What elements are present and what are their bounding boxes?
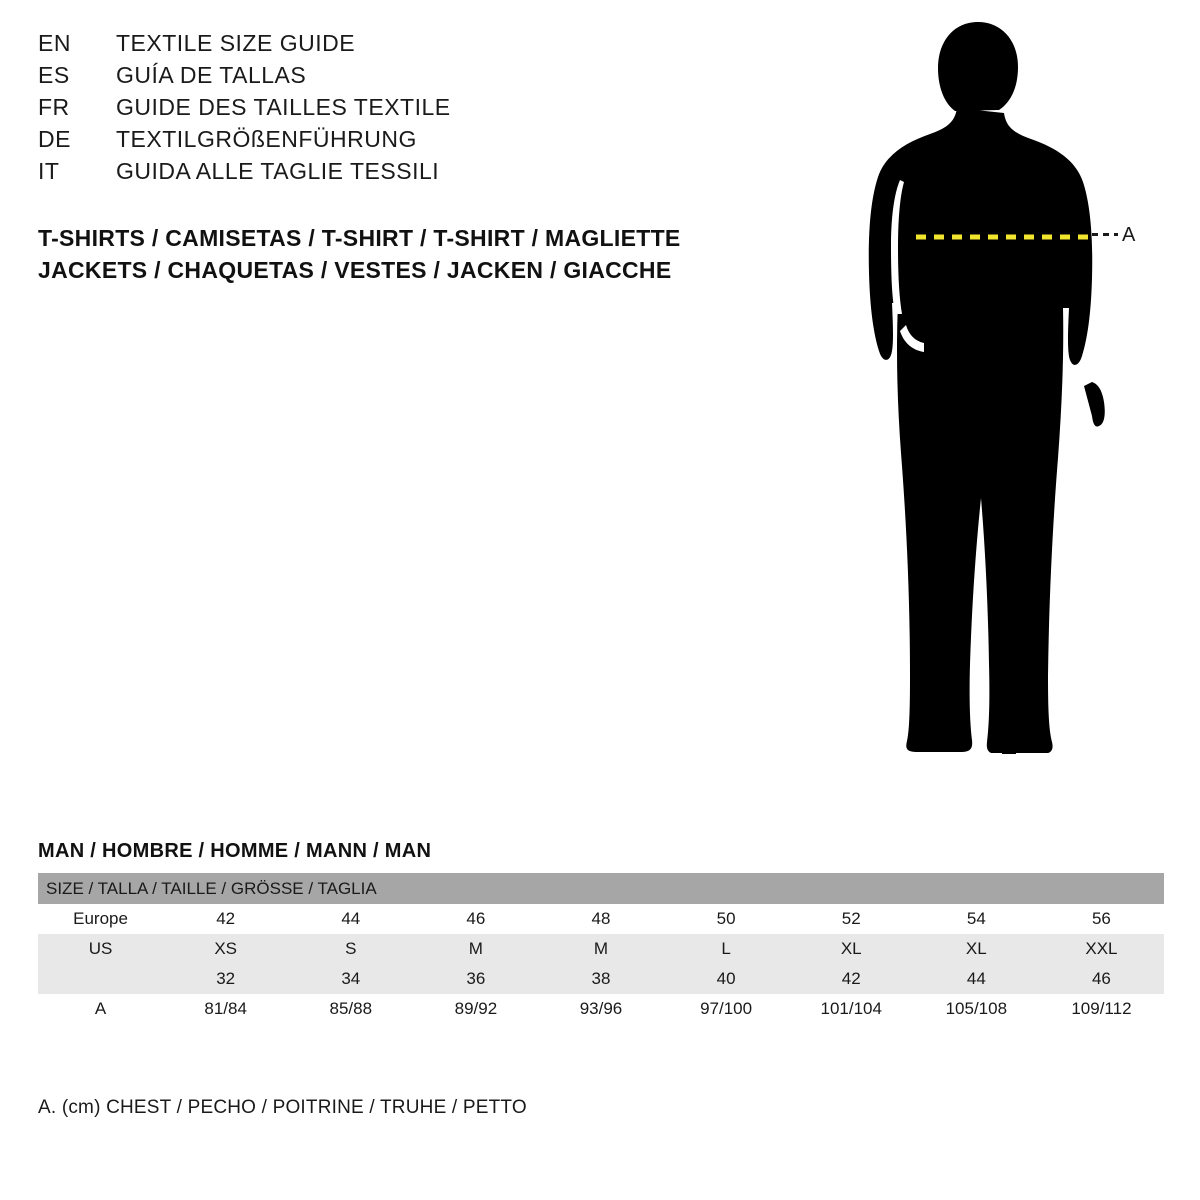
cell-europe-0: 42: [163, 904, 288, 934]
language-row-en: [38, 30, 758, 62]
cell-numeric-1: 34: [288, 964, 413, 994]
garment-line-tshirts: T-SHIRTS / CAMISETAS / T-SHIRT / T-SHIRT / MAGLIETTE: [38, 225, 681, 251]
cell-chest-7: 109/112: [1039, 994, 1164, 1024]
cell-europe-5: 52: [789, 904, 914, 934]
cell-numeric-4: 40: [664, 964, 789, 994]
male-silhouette-icon: [869, 22, 1116, 757]
cell-numeric-3: 38: [538, 964, 663, 994]
cell-us-0: XS: [163, 934, 288, 964]
body-silhouette-figure: [820, 10, 1180, 800]
cell-chest-3: 93/96: [538, 994, 663, 1024]
cell-europe-6: 54: [914, 904, 1039, 934]
cell-chest-5: 101/104: [789, 994, 914, 1024]
table-row-europe: [38, 904, 1164, 934]
language-code-de: DE: [38, 126, 71, 152]
garment-line-jackets: JACKETS / CHAQUETAS / VESTES / JACKEN / GIACCHE: [38, 257, 672, 283]
cell-us-4: L: [664, 934, 789, 964]
language-code-es: ES: [38, 62, 70, 88]
cell-chest-0: 81/84: [163, 994, 288, 1024]
table-row-chest: [38, 994, 1164, 1024]
language-row-it: [38, 158, 758, 190]
cell-chest-4: 97/100: [664, 994, 789, 1024]
cell-us-6: XL: [914, 934, 1039, 964]
row-label-numeric: [38, 964, 163, 994]
measure-label-a: A: [1122, 224, 1136, 246]
row-label-chest: A: [38, 994, 163, 1024]
cell-chest-1: 85/88: [288, 994, 413, 1024]
language-header-block: [38, 30, 758, 190]
measure-leader-dashes: [1092, 233, 1118, 236]
cell-numeric-2: 36: [413, 964, 538, 994]
cell-europe-4: 50: [664, 904, 789, 934]
size-table-section: [38, 840, 1164, 1024]
size-table: [38, 873, 1164, 1024]
cell-europe-2: 46: [413, 904, 538, 934]
row-label-us: US: [38, 934, 163, 964]
cell-us-3: M: [538, 934, 663, 964]
cell-us-7: XXL: [1039, 934, 1164, 964]
footnote-chest-measurement: A. (cm) CHEST / PECHO / POITRINE / TRUHE / PETTO: [38, 1097, 527, 1118]
row-label-europe: Europe: [38, 904, 163, 934]
language-text-it: GUIDA ALLE TAGLIE TESSILI: [116, 158, 440, 184]
cell-chest-6: 105/108: [914, 994, 1039, 1024]
garment-category-block: [38, 222, 681, 286]
language-code-fr: FR: [38, 94, 70, 120]
table-row-numeric: [38, 964, 1164, 994]
cell-numeric-5: 42: [789, 964, 914, 994]
language-text-en: TEXTILE SIZE GUIDE: [116, 30, 356, 56]
cell-chest-2: 89/92: [413, 994, 538, 1024]
language-text-fr: GUIDE DES TAILLES TEXTILE: [116, 94, 451, 120]
cell-numeric-0: 32: [163, 964, 288, 994]
cell-europe-7: 56: [1039, 904, 1164, 934]
language-code-it: IT: [38, 158, 60, 184]
language-code-en: EN: [38, 30, 71, 56]
language-row-fr: [38, 94, 758, 126]
cell-numeric-7: 46: [1039, 964, 1164, 994]
cell-us-1: S: [288, 934, 413, 964]
cell-us-5: XL: [789, 934, 914, 964]
cell-us-2: M: [413, 934, 538, 964]
cell-europe-1: 44: [288, 904, 413, 934]
table-header-row: [38, 873, 1164, 904]
table-row-us: [38, 934, 1164, 964]
language-row-es: [38, 62, 758, 94]
cell-numeric-6: 44: [914, 964, 1039, 994]
language-text-de: TEXTILGRÖßENFÜHRUNG: [116, 126, 417, 152]
cell-europe-3: 48: [538, 904, 663, 934]
table-header-label: SIZE / TALLA / TAILLE / GRÖSSE / TAGLIA: [38, 873, 1164, 904]
language-row-de: [38, 126, 758, 158]
table-title-man: MAN / HOMBRE / HOMME / MANN / MAN: [38, 840, 432, 862]
language-text-es: GUÍA DE TALLAS: [116, 62, 307, 88]
